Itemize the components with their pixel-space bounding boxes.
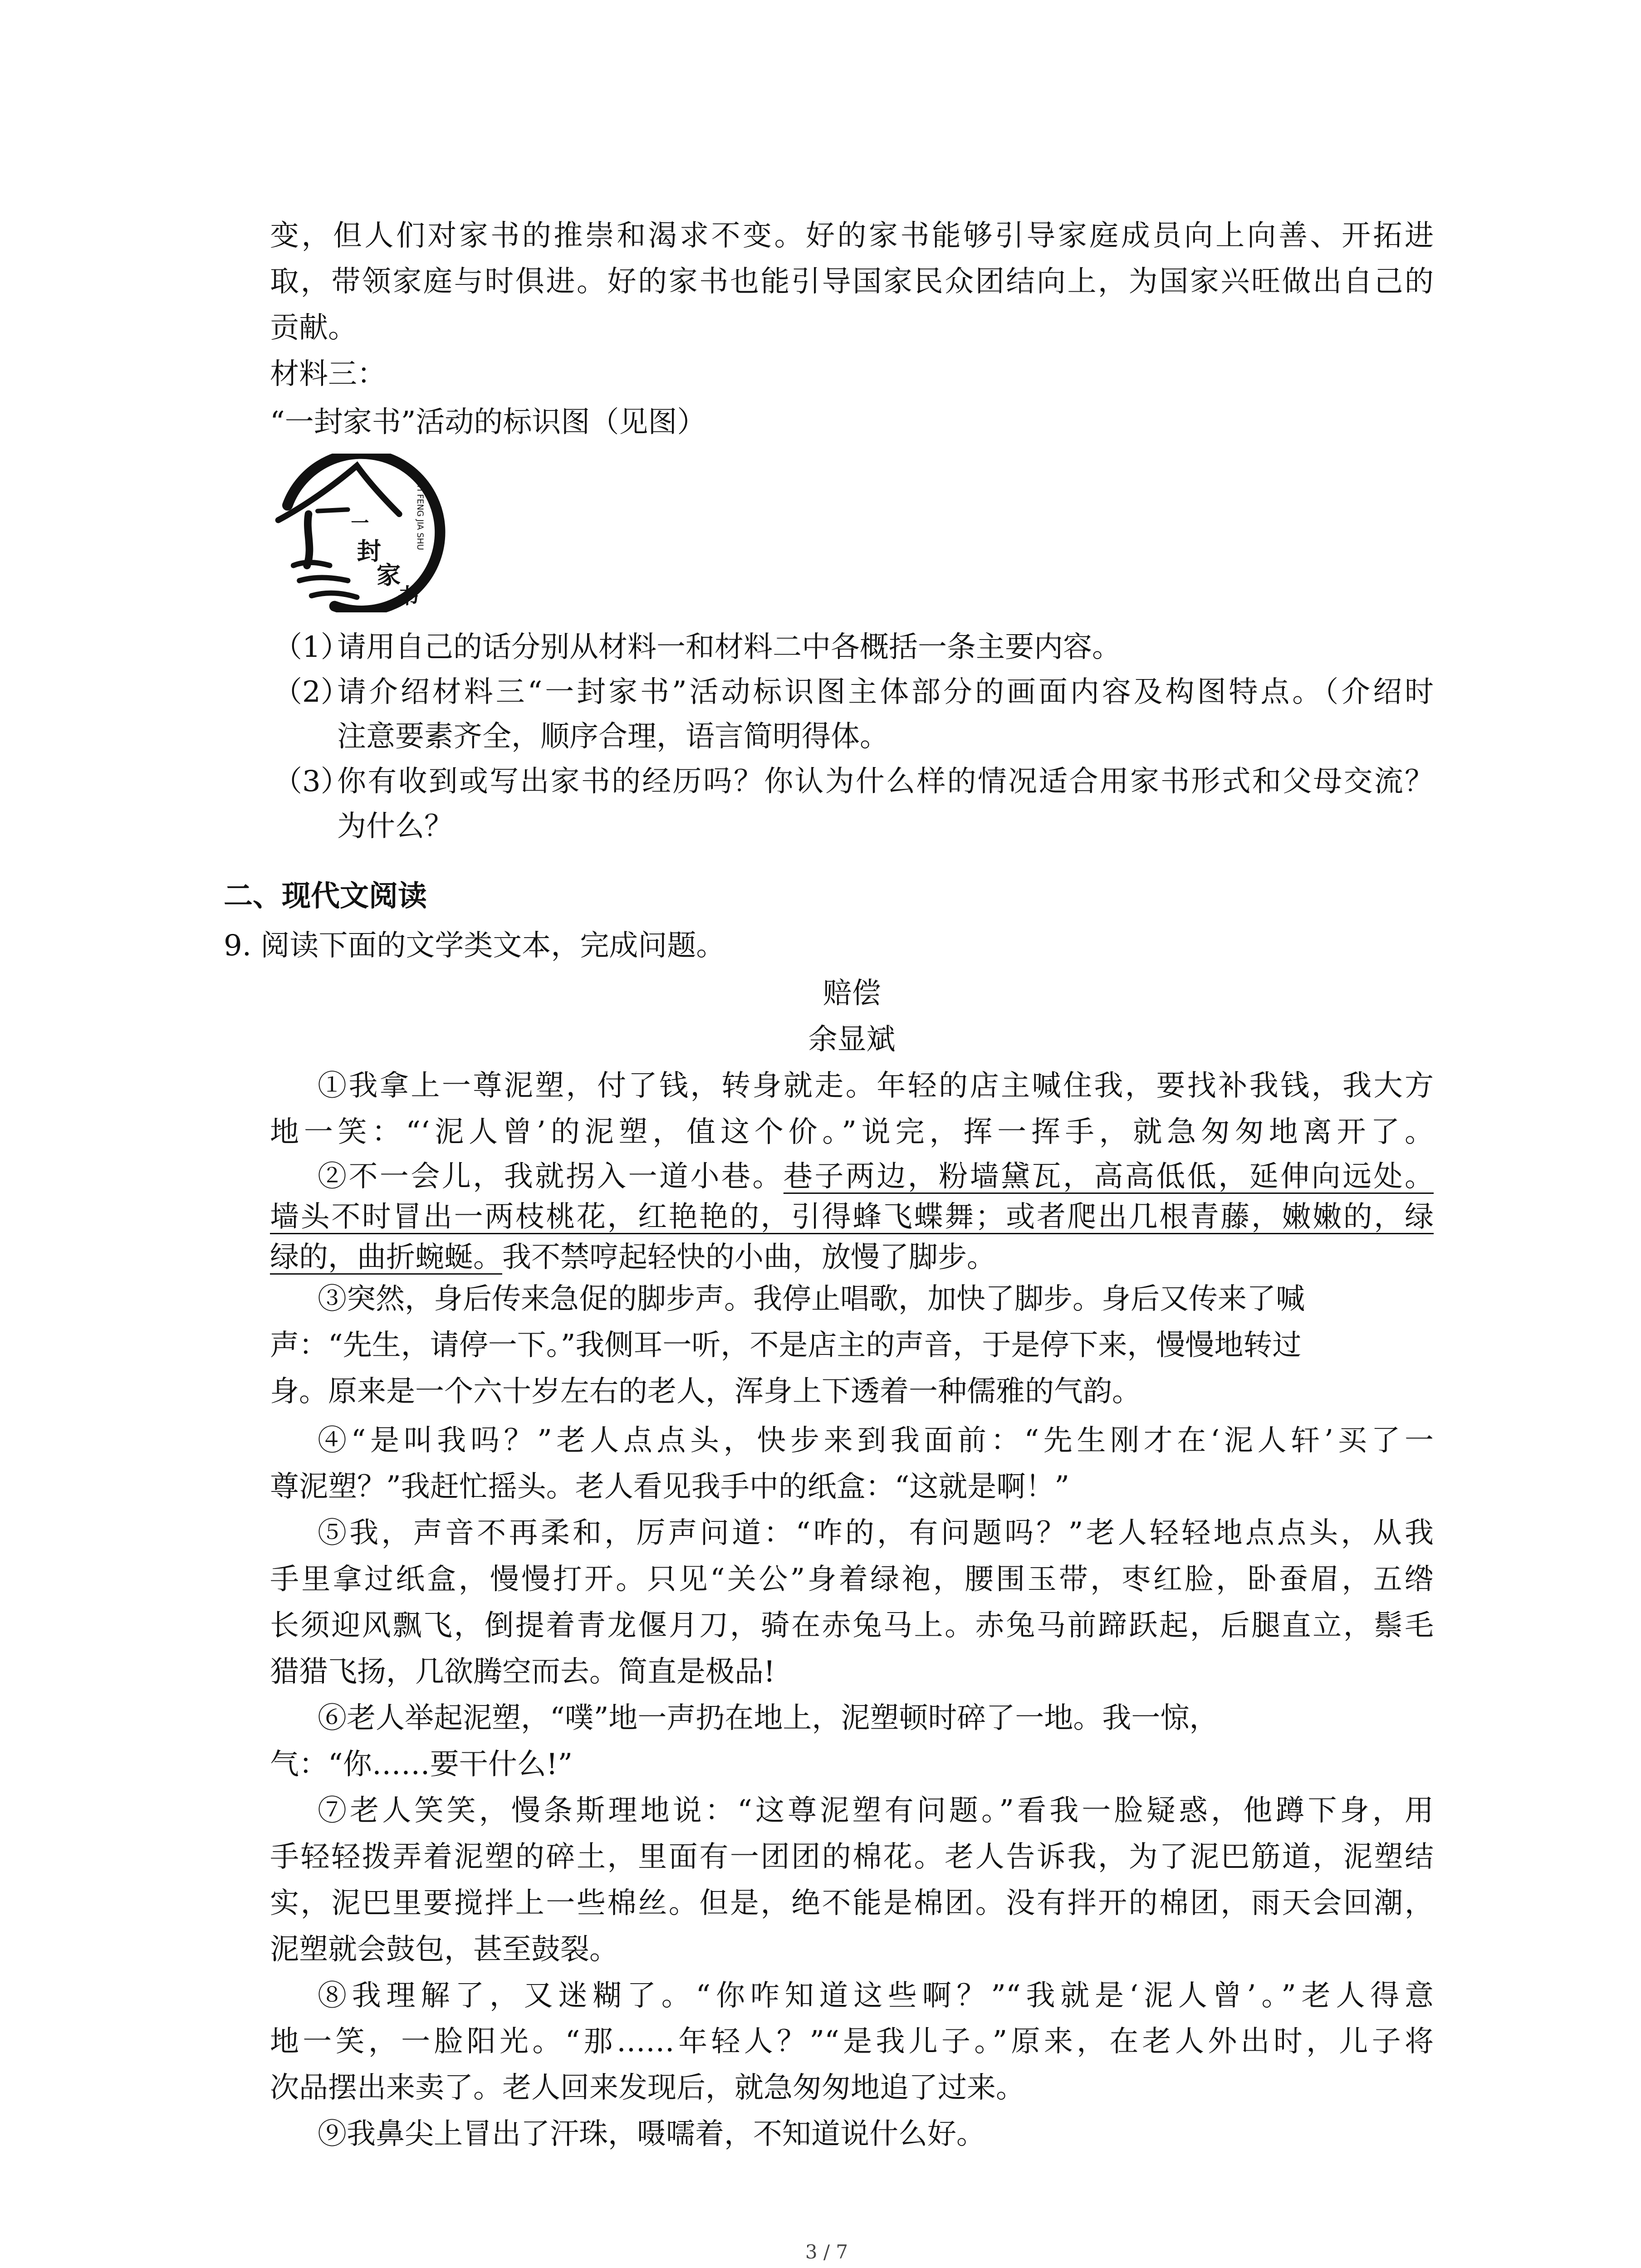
paragraph-line: 声：“先生，请停一下。”我侧耳一听，不是店主的声音，于是停下来，慢慢地转过: [270, 1329, 1302, 1362]
plain-text: ②不一会儿，我就拐入一道小巷。: [318, 1160, 784, 1193]
question-text-line: 请用自己的话分别从材料一和材料二中各概括一条主要内容。: [337, 631, 1121, 664]
paragraph-line: 地一笑，一脸阳光。“那……年轻人？”“是我儿子。”原来，在老人外出时，儿子将: [270, 2025, 1434, 2058]
paragraph-line: ⑥老人举起泥塑，“噗”地一声扔在地上，泥塑顿时碎了一地。我一惊，: [318, 1701, 1219, 1735]
paragraph-line: 猎猎飞扬，几欲腾空而去。简直是极品!: [270, 1655, 775, 1689]
paragraph-line: 地一笑：“‘泥人曾’的泥塑，值这个价。”说完，挥一挥手，就急匆匆地离开了。: [270, 1115, 1434, 1149]
logo-wave: [294, 562, 330, 566]
underlined-text: 墙头不时冒出一两枝桃花，红艳艳的，引得蜂飞蝶舞；或者爬出几根青藤，嫩嫩的，绿: [270, 1200, 1434, 1234]
logo-char: 家: [377, 561, 401, 590]
paragraph-line: [270, 1194, 1434, 1240]
logo-wave: [312, 593, 357, 597]
intro-line: 贡献。: [270, 311, 357, 345]
paragraph-line: ④“是叫我吗？”老人点点头，快步来到我面前：“先生刚才在‘泥人轩’买了一: [318, 1424, 1434, 1457]
logo-wave: [299, 577, 348, 581]
question-text-line: 注意要素齐全，顺序合理，语言简明得体。: [337, 720, 889, 753]
logo-char: 一: [351, 512, 369, 534]
question-number: （3）: [273, 765, 350, 798]
question-text-line: 你有收到或写出家书的经历吗？你认为什么样的情况适合用家书形式和父母交流？: [337, 765, 1434, 798]
paragraph-line: 泥塑就会鼓包，甚至鼓裂。: [270, 1933, 618, 1966]
paragraph-line: 次品摆出来卖了。老人回来发现后，就急匆匆地追了过来。: [270, 2071, 1025, 2105]
page-number: 3 / 7: [805, 2241, 848, 2263]
material-label: 材料三：: [270, 357, 386, 391]
question-number: （1）: [273, 631, 350, 664]
paragraph-line: ⑨我鼻尖上冒出了汗珠，嗫嚅着，不知道说什么好。: [318, 2117, 985, 2151]
logo-pinyin: YI FENG JIA SHU: [415, 484, 425, 550]
question-stem: 9. 阅读下面的文学类文本，完成问题。: [224, 929, 725, 963]
logo-pillar: [307, 514, 309, 565]
paragraph-line: [318, 1154, 1434, 1200]
question-text-line: 请介绍材料三“一封家书”活动标识图主体部分的画面内容及构图特点。（介绍时: [337, 675, 1434, 709]
paragraph-line: [270, 1234, 1434, 1281]
logo-char: 封: [357, 537, 381, 566]
paragraph-line: 实，泥巴里要搅拌上一些棉丝。但是，绝不能是棉团。没有拌开的棉团，雨天会回潮，: [270, 1887, 1434, 1920]
paragraph-line: 手里拿过纸盒，慢慢打开。只见“关公”身着绿袍，腰围玉带，枣红脸，卧蚕眉，五绺: [270, 1563, 1434, 1596]
section-heading: 二、现代文阅读: [224, 879, 427, 913]
paragraph-line: 尊泥塑？”我赶忙摇头。老人看见我手中的纸盒：“这就是啊！”: [270, 1470, 1070, 1504]
plain-text: 我不禁哼起轻快的小曲，放慢了脚步。: [502, 1241, 996, 1274]
paragraph-line: 手轻轻拨弄着泥塑的碎土，里面有一团团的棉花。老人告诉我，为了泥巴筋道，泥塑结: [270, 1840, 1434, 1874]
material-caption: “一封家书”活动的标识图（见图）: [270, 406, 706, 439]
underlined-text: 巷子两边，粉墙黛瓦，高高低低，延伸向远处。: [783, 1160, 1434, 1193]
passage-title: 赔偿: [823, 977, 881, 1010]
paragraph-line: ③突然，身后传来急促的脚步声。我停止唱歌，加快了脚步。身后又传来了喊: [318, 1282, 1305, 1316]
intro-line: 变，但人们对家书的推崇和渴求不变。好的家书能够引导家庭成员向上向善、开拓进: [270, 219, 1434, 253]
paragraph-line: 长须迎风飘飞，倒提着青龙偃月刀，骑在赤兔马上。赤兔马前蹄跃起，后腿直立，鬃毛: [270, 1609, 1434, 1642]
paragraph-line: 身。原来是一个六十岁左右的老人，浑身上下透着一种儒雅的气韵。: [270, 1375, 1141, 1408]
logo-stroke: [318, 509, 348, 511]
underlined-text: 绿的，曲折蜿蜒。: [270, 1241, 502, 1274]
paragraph-line: ⑤我，声音不再柔和，厉声问道：“咋的，有问题吗？”老人轻轻地点点头，从我: [318, 1516, 1434, 1550]
logo-image: [272, 454, 449, 612]
intro-line: 取，带领家庭与时俱进。好的家书也能引导国家民众团结向上，为国家兴旺做出自己的: [270, 265, 1434, 298]
passage-author: 余显斌: [808, 1023, 896, 1056]
paragraph-line: ①我拿上一尊泥塑，付了钱，转身就走。年轻的店主喊住我，要找补我钱，我大方: [318, 1069, 1434, 1103]
logo-char: 书: [397, 584, 419, 609]
paragraph-line: 气：“你……要干什么!”: [270, 1748, 573, 1781]
question-number: （2）: [273, 675, 350, 709]
paragraph-line: ⑧我理解了，又迷糊了。“你咋知道这些啊？”“我就是‘泥人曾’。”老人得意: [318, 1979, 1434, 2013]
paragraph-line: ⑦老人笑笑，慢条斯理地说：“这尊泥塑有问题。”看我一脸疑惑，他蹲下身，用: [318, 1794, 1434, 1828]
question-text-line: 为什么？: [337, 810, 453, 843]
